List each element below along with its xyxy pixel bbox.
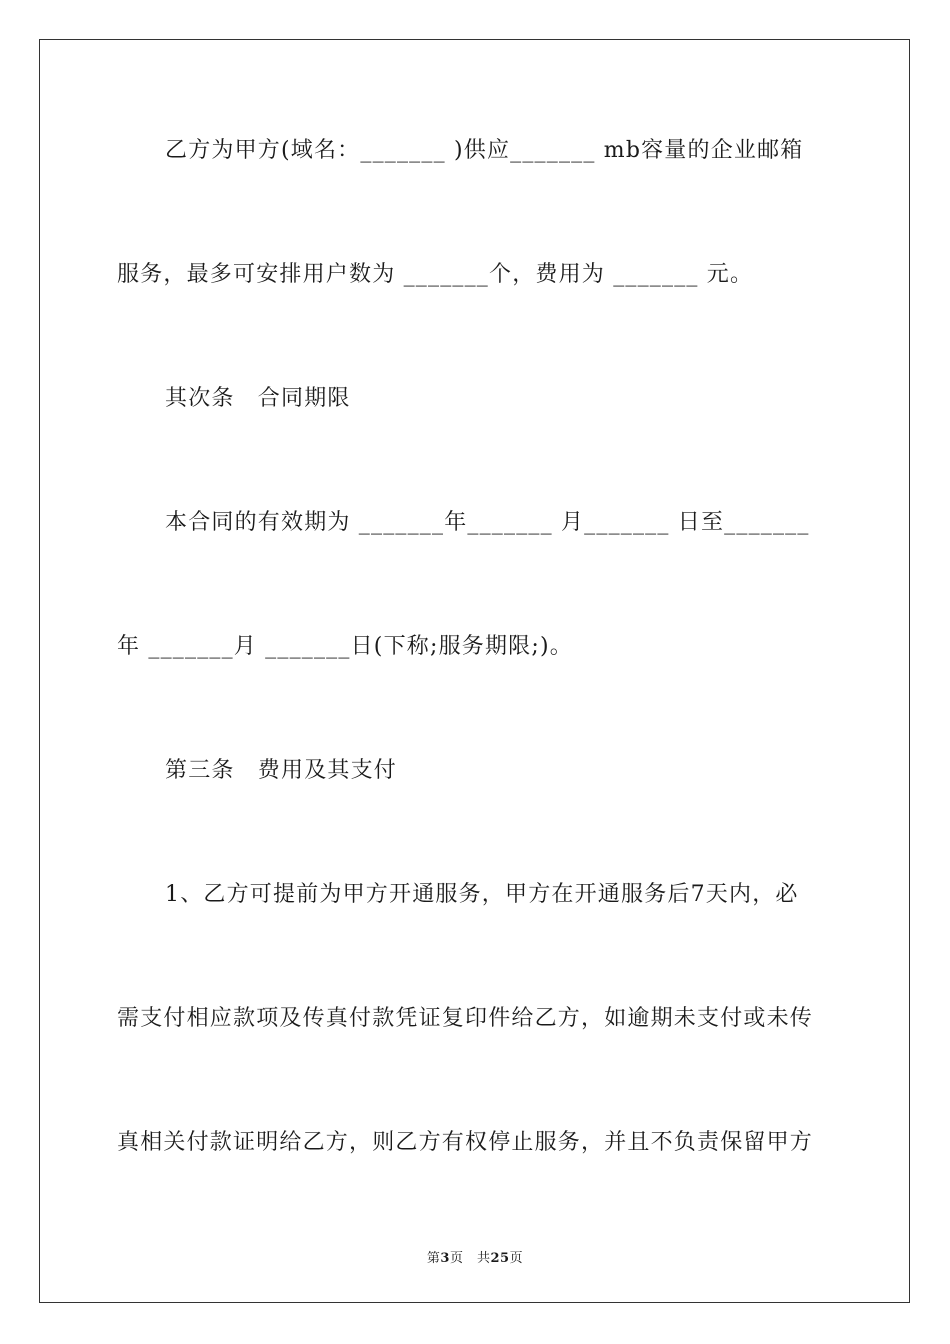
section-heading-fees: 第三条 费用及其支付 xyxy=(165,758,398,783)
total-pages-number: 25 xyxy=(490,1251,510,1266)
paragraph-line-3: 本合同的有效期为 _______年_______ 月_______ 日至_______ xyxy=(165,510,810,535)
footer-mid: 页 共 xyxy=(449,1251,491,1266)
paragraph-line-6: 需支付相应款项及传真付款凭证复印件给乙方，如逾期未支付或未传 xyxy=(117,1006,814,1031)
page-frame xyxy=(39,39,910,1303)
footer-suffix: 页 xyxy=(509,1251,524,1266)
paragraph-line-7: 真相关付款证明给乙方，则乙方有权停止服务，并且不负责保留甲方 xyxy=(117,1130,814,1155)
paragraph-line-4: 年 _______月 _______日(下称;服务期限;)。 xyxy=(117,634,573,659)
footer-prefix: 第 xyxy=(426,1251,441,1266)
paragraph-line-1: 乙方为甲方(域名：_______ )供应_______ mb容量的企业邮箱 xyxy=(165,138,804,163)
paragraph-line-5: 1、乙方可提前为甲方开通服务，甲方在开通服务后7天内，必 xyxy=(165,882,799,907)
page-footer xyxy=(0,1247,950,1266)
section-heading-term: 其次条 合同期限 xyxy=(165,386,351,411)
current-page-number: 3 xyxy=(440,1251,450,1266)
paragraph-line-2: 服务，最多可安排用户数为 _______个，费用为 _______ 元。 xyxy=(117,262,754,287)
